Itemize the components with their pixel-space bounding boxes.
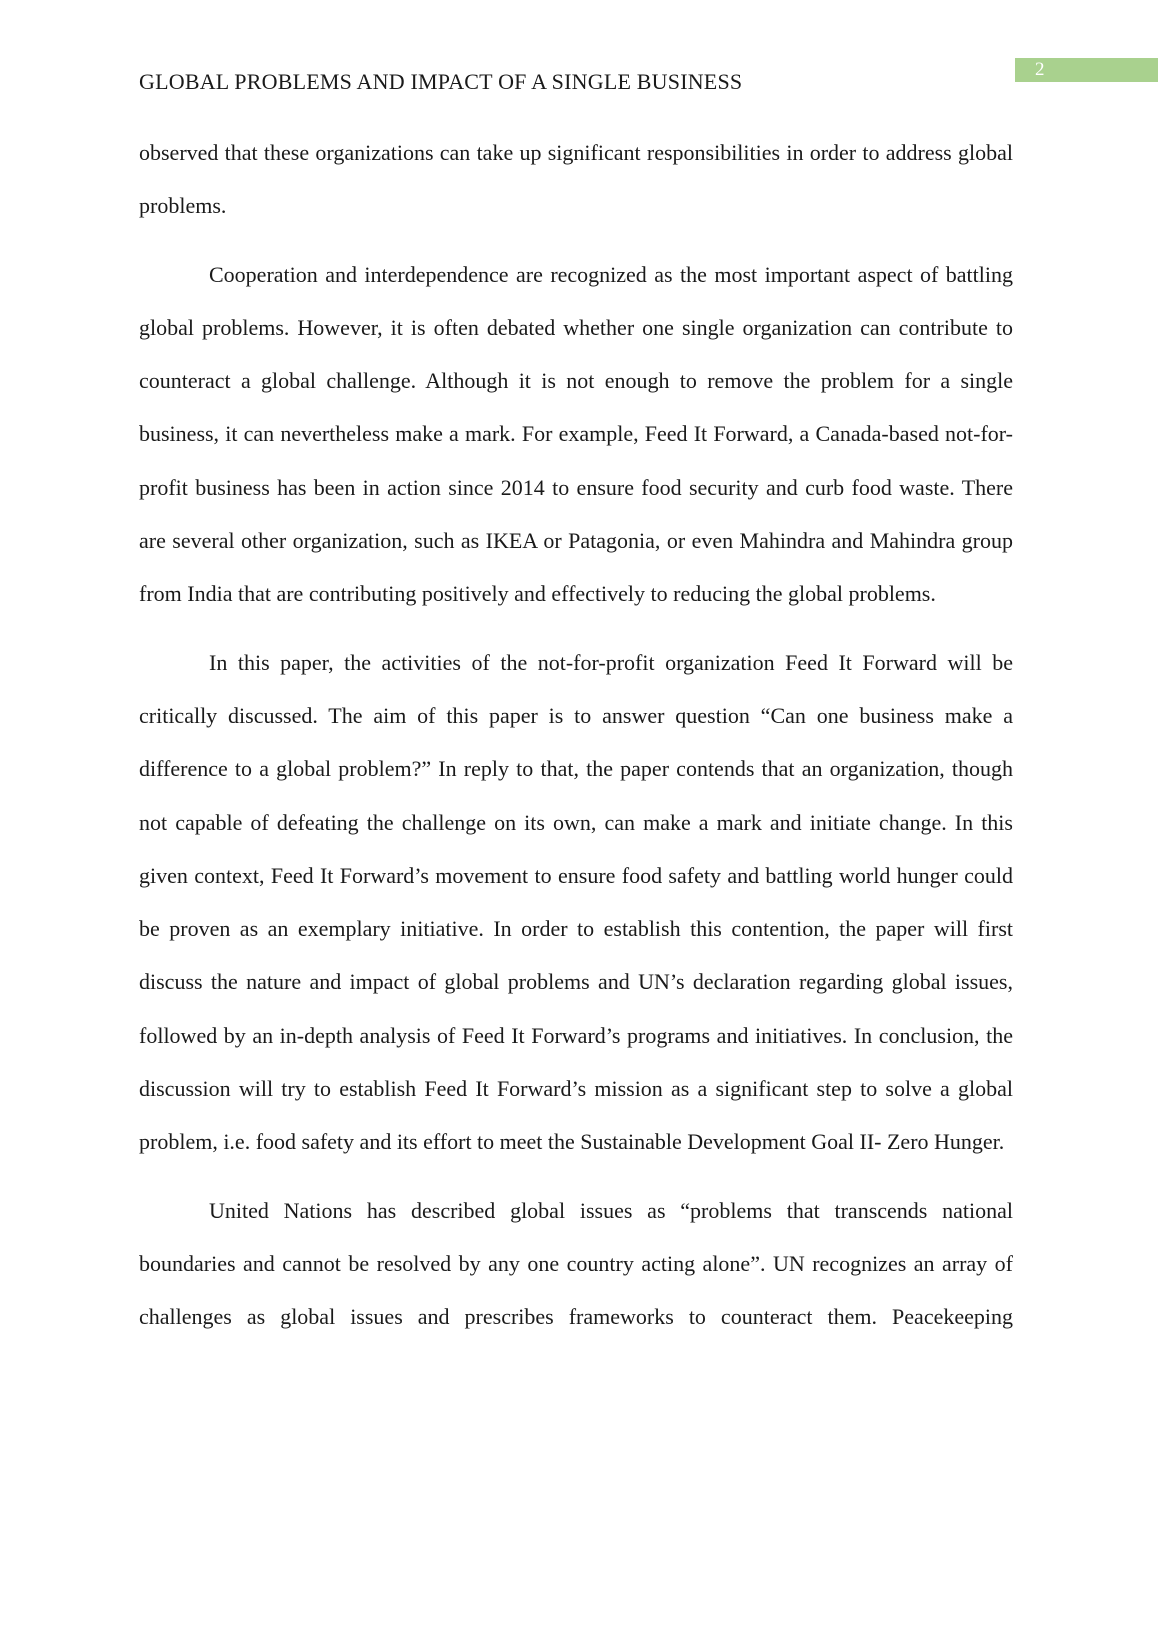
page-number-tab	[1015, 58, 1158, 82]
paragraph-cooperation: Cooperation and interdependence are recognized as the most important aspect of battling global problems. However, it is often debated whether one single organization can contribute to counteract a global challenge. Although it is not enough to remove the problem for a single business, it can nevertheless make a mark. For example, Feed It Forward, a Canada-based not-for-profit business has been in action since 2014 to ensure food security and curb food waste. There are several other organization, such as IKEA or Patagonia, or even Mahindra and Mahindra group from India that are contributing positively and effectively to reducing the global problems.	[139, 261, 1013, 607]
body-text	[139, 126, 1013, 1359]
paragraph-paper-aim: In this paper, the activities of the not-for-profit organization Feed It Forward will be critically discussed. The aim of this paper is to answer question “Can one business make a difference to a global problem?” In reply to that, the paper contends that an organization, though not capable of defeating the challenge on its own, can make a mark and initiate change. In this given context, Feed It Forward’s movement to ensure food safety and battling world hunger could be proven as an exemplary initiative. In order to establish this contention, the paper will first discuss the nature and impact of global problems and UN’s declaration regarding global issues, followed by an in-depth analysis of Feed It Forward’s programs and initiatives. In conclusion, the discussion will try to establish Feed It Forward’s mission as a significant step to solve a global problem, i.e. food safety and its effort to meet the Sustainable Development Goal II- Zero Hunger.	[139, 649, 1013, 1155]
paragraph-continuation: observed that these organizations can take up significant responsibilities in order to address global problems.	[139, 140, 1013, 219]
paragraph-un-global-issues: United Nations has described global issues as “problems that transcends national boundaries and cannot be resolved by any one country acting alone”. UN recognizes an array of challenges as global issues and prescribes frameworks to counteract them. Peacekeeping	[139, 1197, 1013, 1330]
running-head: GLOBAL PROBLEMS AND IMPACT OF A SINGLE BUSINESS	[139, 69, 743, 94]
page-number: 2	[1035, 59, 1045, 80]
